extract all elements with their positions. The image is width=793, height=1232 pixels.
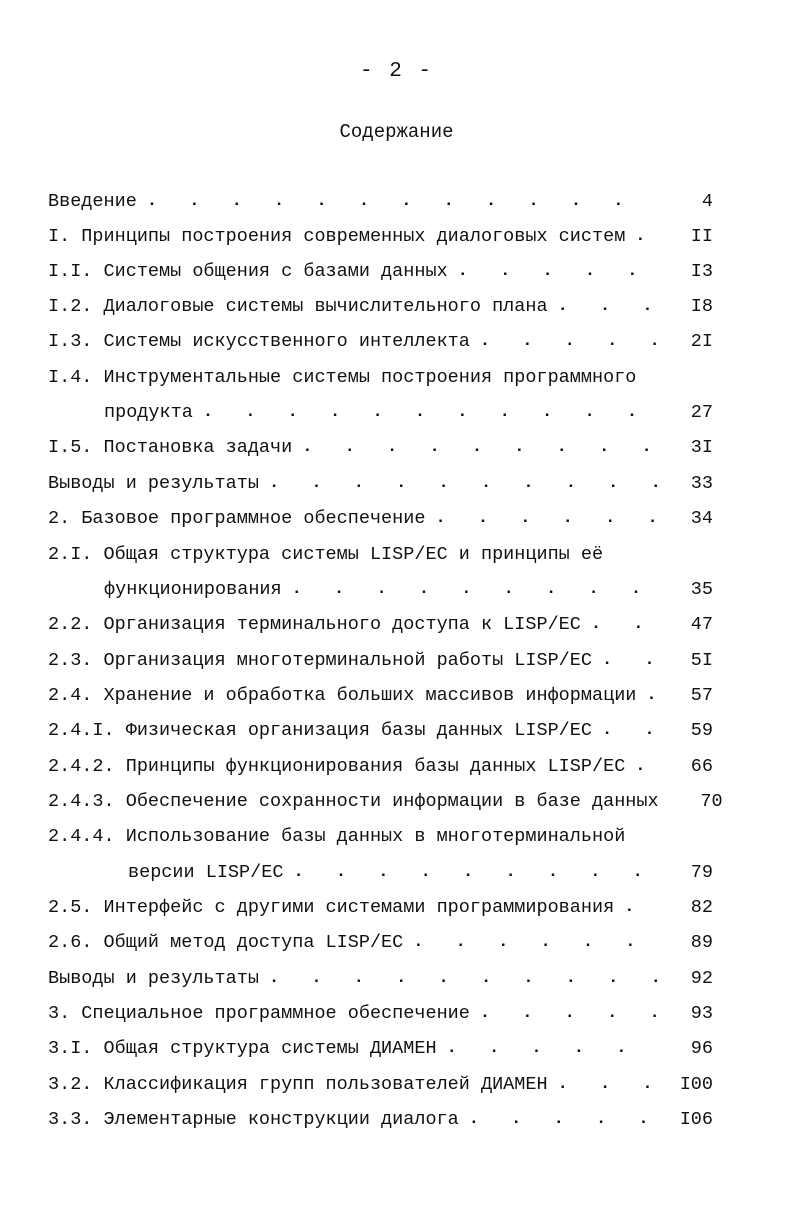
leader-dots [469,1106,659,1134]
leader-dots [458,258,659,286]
leader-dots [302,434,659,462]
toc-entry-page: 2I [690,331,713,352]
toc-entry-page: 59 [690,720,713,741]
toc-entry-1-1 [48,258,713,286]
toc-entry-page: 82 [690,897,713,918]
toc-entry-label: 2. Базовое программное обеспечение [48,508,426,529]
leader-dots [558,293,659,321]
toc-entry-label: 2.4.2. Принципы функционирования базы данных LISP/EC [48,756,626,777]
toc-entry-label: Выводы и результаты [48,968,259,989]
toc-entry-label: 3.I. Общая структура системы ДИАМЕН [48,1038,437,1059]
toc-entry-page: I06 [679,1109,713,1130]
toc-entry-2-4-1 [48,717,713,745]
toc-entry-page: 5I [690,650,713,671]
toc-entry-page: 35 [690,579,713,600]
toc-entry-page: I8 [690,296,713,317]
toc-entry-label: 3.3. Элементарные конструкции диалога [48,1109,459,1130]
toc-entry-label: 2.4.3. Обеспечение сохранности информации в базе данных [48,791,659,812]
toc-entry-page: 47 [690,614,713,635]
toc-entry-1-5 [48,434,713,462]
toc-entry-3-2 [48,1071,713,1099]
page-title: Содержание [339,121,454,143]
toc-entry-chapter-3 [48,1000,713,1028]
toc-entry-2-4-2 [48,753,713,781]
toc-entry-3-3 [48,1106,713,1134]
leader-dots [602,647,659,675]
toc-entry-chapter-1 [48,223,713,251]
leader-dots [602,717,659,745]
leader-dots [558,1071,659,1099]
toc-entry-label: 3. Специальное программное обеспечение [48,1003,470,1024]
toc-entry-page: 66 [690,756,713,777]
toc-entry-2-4 [48,682,713,710]
toc-entry-page: 27 [690,402,713,423]
leader-dots [435,505,659,533]
leader-dots [413,929,659,957]
toc-entry-page: 33 [690,473,713,494]
toc-entry-page: 79 [690,862,713,883]
toc-entry-page: 93 [690,1003,713,1024]
toc-entry-label: I.3. Системы искусственного интеллекта [48,331,470,352]
toc-entry-page: 92 [690,968,713,989]
toc-entry-label: 2.4.4. Использование базы данных в многотерминальной [48,826,626,847]
toc-entry-3-1 [48,1035,713,1063]
leader-dots [447,1035,659,1063]
toc-entry-page: 34 [690,508,713,529]
toc-entry-2-3 [48,647,713,675]
leader-dots [480,1000,659,1028]
toc-entry-label: I. Принципы построения современных диалоговых систем [48,226,626,247]
toc-entry-introduction [48,188,713,216]
leader-dots [292,576,659,604]
toc-entry-page: I3 [690,261,713,282]
leader-dots [269,965,659,993]
toc-entry-label: I.4. Инструментальные системы построения программного [48,367,637,388]
toc-entry-2-6 [48,929,713,957]
toc-entry-chapter-2 [48,505,713,533]
leader-dots [624,894,659,922]
toc-entry-1-3 [48,328,713,356]
leader-dots [293,859,659,887]
toc-entry-label: Введение [48,191,137,212]
page-number: - 2 - [359,60,433,83]
toc-entry-label: 2.3. Организация многотерминальной работы LISP/EC [48,650,592,671]
toc-entry-page: 89 [690,932,713,953]
toc-entry-label: 2.I. Общая структура системы LISP/EC и принципы её [48,544,604,565]
toc-entry-page: I00 [679,1074,713,1095]
toc-entry-2-5 [48,894,713,922]
toc-entry-label: I.I. Системы общения с базами данных [48,261,448,282]
toc-entry-conclusions-1 [48,470,713,498]
toc-entry-2-1 [48,541,713,569]
toc-entry-label: 2.6. Общий метод доступа LISP/EC [48,932,404,953]
toc-entry-label: I.5. Постановка задачи [48,437,293,458]
toc-entry-2-2 [48,611,713,639]
toc-entry-1-2 [48,293,713,321]
leader-dots [591,611,659,639]
toc-entry-2-4-3 [48,788,723,816]
leader-dots [480,328,659,356]
toc-entry-page: 96 [690,1038,713,1059]
toc-entry-label: 2.2. Организация терминального доступа к LISP/EC [48,614,581,635]
toc-entry-2-4-4 [48,823,713,851]
toc-entry-page: 4 [701,191,713,212]
toc-entry-page: II [690,226,713,247]
toc-entry-label: продукта [104,402,193,423]
toc-entry-label: версии LISP/EC [128,862,284,883]
toc-entry-label: 3.2. Классификация групп пользователей ДИАМЕН [48,1074,548,1095]
toc-entry-2-4-4-continued [48,859,713,887]
toc-entry-1-4-continued [48,399,713,427]
toc-entry-label: функционирования [104,579,282,600]
toc-entry-label: 2.4. Хранение и обработка больших массивов информации [48,685,637,706]
leader-dots [635,753,659,781]
leader-dots [635,223,659,251]
leader-dots [203,399,659,427]
leader-dots [646,682,659,710]
toc-entry-page: 70 [700,791,723,812]
leader-dots [269,470,659,498]
leader-dots [147,188,659,216]
toc-entry-label: 2.4.I. Физическая организация базы данных LISP/EC [48,720,592,741]
toc-entry-conclusions-2 [48,965,713,993]
toc-entry-2-1-continued [48,576,713,604]
toc-entry-label: 2.5. Интерфейс с другими системами программирования [48,897,615,918]
toc-entry-page: 57 [690,685,713,706]
toc-entry-1-4 [48,364,713,392]
toc-entry-label: Выводы и результаты [48,473,259,494]
toc-entry-label: I.2. Диалоговые системы вычислительного плана [48,296,548,317]
toc-entry-page: 3I [690,437,713,458]
